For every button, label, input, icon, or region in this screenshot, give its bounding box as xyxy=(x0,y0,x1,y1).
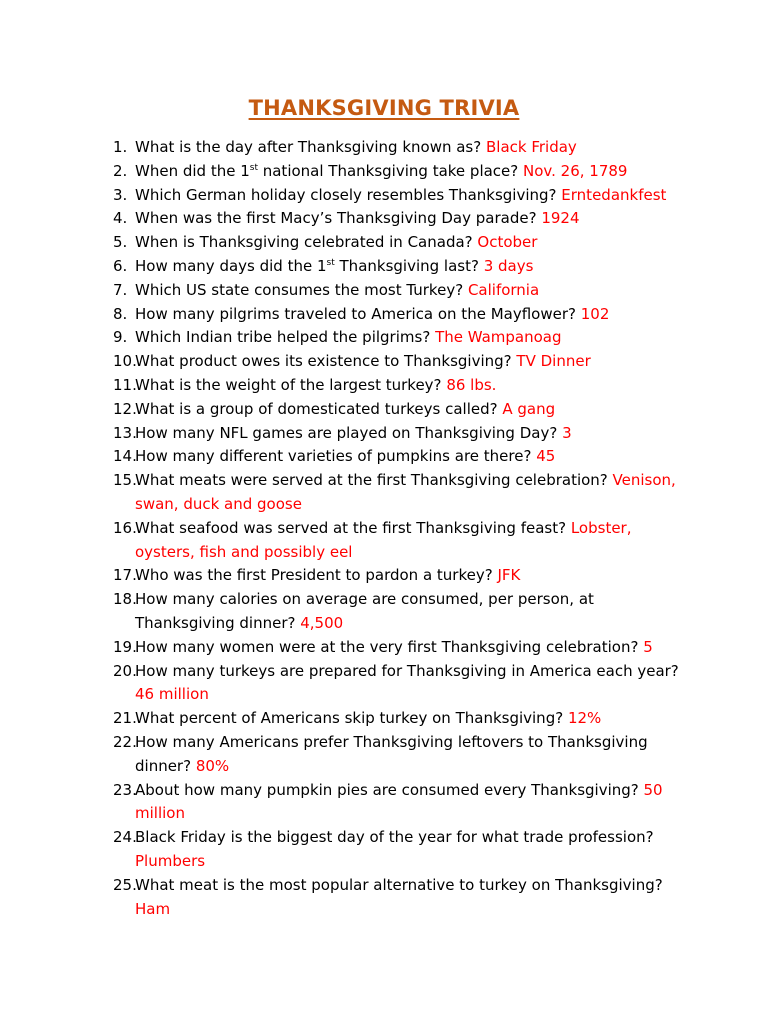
item-number: 2. xyxy=(113,161,128,180)
answer-text: Nov. 26, 1789 xyxy=(523,161,628,180)
answer-text: October xyxy=(477,233,538,252)
question-text: What seafood was served at the first Thanksgiving feast? xyxy=(135,518,567,537)
trivia-item xyxy=(113,160,693,184)
item-number: 12. xyxy=(113,399,137,418)
trivia-item xyxy=(113,517,693,565)
item-number: 11. xyxy=(113,375,137,394)
trivia-list xyxy=(113,136,693,921)
question-text-part: How many days did the 1 xyxy=(135,256,327,275)
question-text: How many turkeys are prepared for Thanksgiving in America each year? xyxy=(135,661,679,680)
item-number: 10. xyxy=(113,352,137,371)
question-text xyxy=(135,162,518,180)
item-number: 19. xyxy=(113,637,137,656)
question-text: What is the weight of the largest turkey? xyxy=(135,375,442,394)
item-number: 23. xyxy=(113,780,137,799)
item-number: 13. xyxy=(113,423,137,442)
trivia-item xyxy=(113,207,693,231)
trivia-item xyxy=(113,303,693,327)
question-text: What is a group of domesticated turkeys called? xyxy=(135,399,498,418)
question-text-part: national Thanksgiving take place? xyxy=(257,161,519,180)
answer-text: 3 days xyxy=(483,256,534,275)
item-number: 1. xyxy=(113,138,128,156)
question-text-part: Thanksgiving last? xyxy=(334,256,479,275)
question-text-part: When did the 1 xyxy=(135,161,250,180)
answer-text: A gang xyxy=(502,399,556,418)
trivia-item xyxy=(113,731,693,779)
question-text: How many women were at the very first Thanksgiving celebration? xyxy=(135,637,639,656)
answer-text: 46 million xyxy=(135,685,209,704)
item-number: 3. xyxy=(113,185,128,204)
trivia-item xyxy=(113,231,693,255)
trivia-item xyxy=(113,874,693,922)
question-text: What meats were served at the first Thanksgiving celebration? xyxy=(135,471,608,490)
item-number: 6. xyxy=(113,256,128,275)
answer-text: Venison, swan, duck and goose xyxy=(135,471,676,513)
item-number: 17. xyxy=(113,566,137,585)
item-number: 20. xyxy=(113,661,137,680)
trivia-item xyxy=(113,588,693,636)
question-text: Which Indian tribe helped the pilgrims? xyxy=(135,328,431,347)
item-number: 14. xyxy=(113,447,137,466)
answer-text: 5 xyxy=(643,637,653,656)
question-text: Who was the first President to pardon a turkey? xyxy=(135,566,493,585)
ordinal-suffix: st xyxy=(249,162,258,173)
trivia-item xyxy=(113,374,693,398)
trivia-item xyxy=(113,660,693,708)
trivia-item xyxy=(113,184,693,208)
answer-text: 86 lbs. xyxy=(446,375,497,394)
trivia-item xyxy=(113,422,693,446)
answer-text: 102 xyxy=(580,304,610,323)
item-number: 24. xyxy=(113,828,137,847)
item-number: 7. xyxy=(113,280,128,299)
trivia-item xyxy=(113,636,693,660)
question-text: What product owes its existence to Thanksgiving? xyxy=(135,352,512,371)
answer-text: TV Dinner xyxy=(516,352,591,371)
item-number: 5. xyxy=(113,233,128,252)
answer-text: The Wampanoag xyxy=(435,328,562,347)
question-text: How many different varieties of pumpkins are there? xyxy=(135,447,532,466)
question-text: What percent of Americans skip turkey on Thanksgiving? xyxy=(135,709,564,728)
question-text: Which German holiday closely resembles Thanksgiving? xyxy=(135,185,557,204)
ordinal-suffix: st xyxy=(326,257,335,268)
trivia-item xyxy=(113,398,693,422)
question-text: What meat is the most popular alternative to turkey on Thanksgiving? xyxy=(135,875,663,894)
answer-text: 45 xyxy=(536,447,556,466)
trivia-item xyxy=(113,826,693,874)
question-text xyxy=(135,257,479,275)
item-number: 25. xyxy=(113,875,137,894)
answer-text: Lobster, oysters, fish and possibly eel xyxy=(135,518,632,561)
answer-text: JFK xyxy=(497,566,521,585)
answer-text: 1924 xyxy=(541,209,580,228)
question-text: About how many pumpkin pies are consumed every Thanksgiving? xyxy=(135,780,639,799)
answer-text: 12% xyxy=(567,709,602,728)
item-number: 15. xyxy=(113,471,137,490)
page-title: THANKSGIVING TRIVIA xyxy=(248,96,520,120)
answer-text: 4,500 xyxy=(300,613,344,632)
trivia-item xyxy=(113,564,693,588)
answer-text: 80% xyxy=(195,756,230,775)
question-text: When was the first Macy’s Thanksgiving Day parade? xyxy=(135,209,537,228)
question-text: When is Thanksgiving celebrated in Canada? xyxy=(135,233,473,252)
item-number: 21. xyxy=(113,709,137,728)
answer-text: California xyxy=(467,280,540,299)
trivia-item xyxy=(113,326,693,350)
question-text: How many Americans prefer Thanksgiving leftovers to Thanksgiving dinner? xyxy=(135,732,648,775)
trivia-item xyxy=(113,469,693,517)
answer-text: 50 million xyxy=(135,780,663,823)
question-text: Which US state consumes the most Turkey? xyxy=(135,280,464,299)
question-text: How many pilgrims traveled to America on the Mayflower? xyxy=(135,304,576,323)
question-text: How many NFL games are played on Thanksgiving Day? xyxy=(135,423,558,442)
answer-text: Erntedankfest xyxy=(561,185,667,204)
item-number: 4. xyxy=(113,209,128,228)
trivia-item xyxy=(113,255,693,279)
question-text: How many calories on average are consumed, per person, at Thanksgiving dinner? xyxy=(135,590,594,632)
trivia-item xyxy=(113,707,693,731)
question-text: What is the day after Thanksgiving known as? xyxy=(135,138,482,156)
item-number: 9. xyxy=(113,328,128,347)
item-number: 22. xyxy=(113,732,137,751)
item-number: 16. xyxy=(113,518,137,537)
trivia-item xyxy=(113,350,693,374)
answer-text: Black Friday xyxy=(486,138,577,156)
answer-text: 3 xyxy=(562,423,572,442)
trivia-item xyxy=(113,779,693,827)
trivia-item xyxy=(113,136,693,160)
answer-text: Ham xyxy=(135,899,171,918)
trivia-item xyxy=(113,445,693,469)
item-number: 18. xyxy=(113,590,137,609)
answer-text: Plumbers xyxy=(135,851,206,870)
trivia-item xyxy=(113,279,693,303)
question-text: Black Friday is the biggest day of the year for what trade profession? xyxy=(135,828,654,847)
item-number: 8. xyxy=(113,304,128,323)
